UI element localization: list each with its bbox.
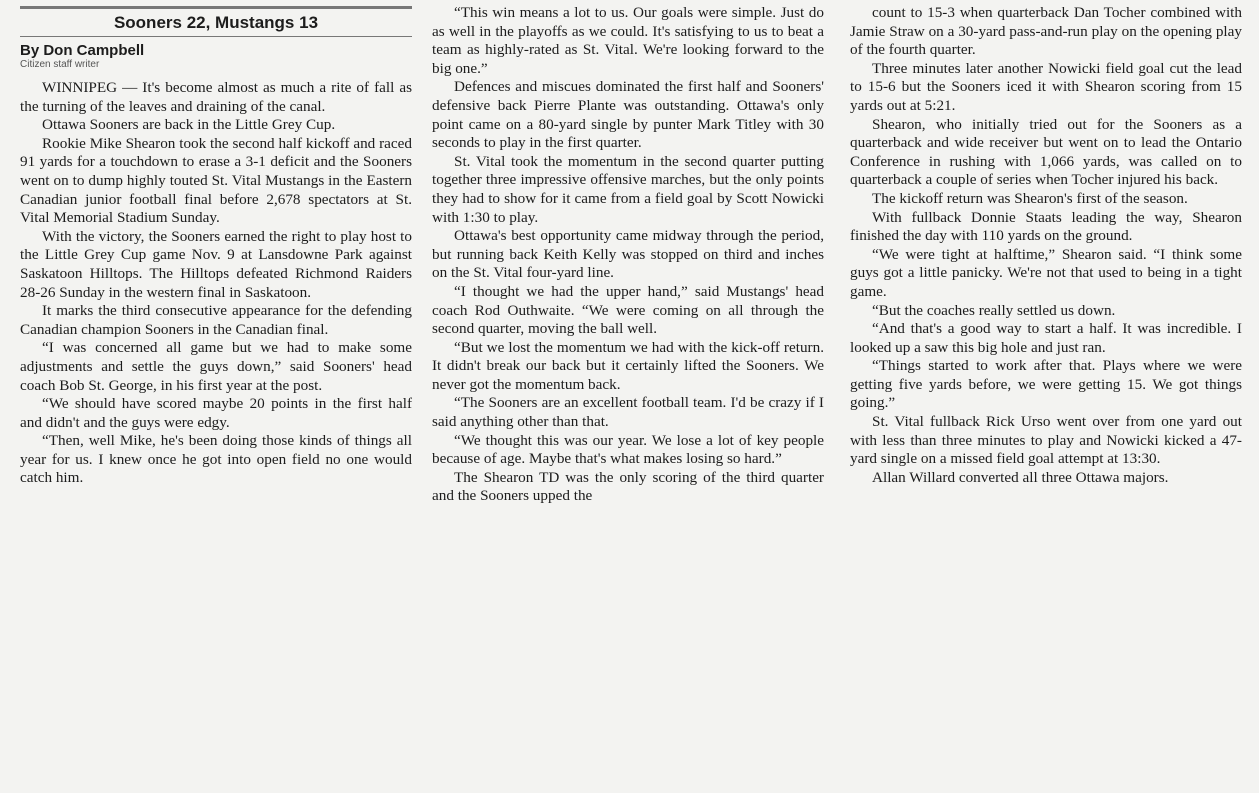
paragraph: “I was concerned all game but we had to make some adjustments and settle the guys down,” said Sooners' head coach Bob St. George, in his first year at the post. — [20, 339, 412, 394]
paragraph: Three minutes later another Nowicki field goal cut the lead to 15-6 but the Sooners iced it with Shearon scoring from 15 yards out at 5:21. — [850, 59, 1242, 114]
paragraph: With the victory, the Sooners earned the right to play host to the Little Grey Cup game Nov. 9 at Lansdowne Park against Saskatoon Hilltops. The Hilltops defeated Richmond Raiders 28-26 Sunday in the western final in Saskatoon. — [20, 227, 412, 301]
paragraph: St. Vital fullback Rick Urso went over from one yard out with less than three minutes to play and Nowicki kicked a 47-yard single on a missed field goal attempt at 13:30. — [850, 413, 1242, 468]
paragraph: “This win means a lot to us. Our goals were simple. Just do as well in the playoffs as we could. It's satisfying to us to beat a team as highly-rated as St. Vital. We're looking forward to the big one.” — [432, 4, 824, 77]
paragraph: WINNIPEG — It's become almost as much a rite of fall as the turning of the leaves and draining of the canal. — [20, 79, 412, 115]
paragraph: Allan Willard converted all three Ottawa majors. — [872, 468, 1169, 486]
paragraph: Defences and miscues dominated the first half and Sooners' defensive back Pierre Plante was outstanding. Ottawa's only point came on a 80-yard single by punter Mark Titley with 30 seconds to play in the first quarter. — [432, 78, 824, 152]
top-rule — [20, 6, 412, 9]
byline: By Don Campbell — [20, 42, 145, 59]
staff-line: Citizen staff writer — [20, 59, 100, 70]
paragraph: The kickoff return was Shearon's first of the season. — [872, 189, 1188, 207]
paragraph: It marks the third consecutive appearance for the defending Canadian champion Sooners in the Canadian final. — [20, 302, 412, 338]
paragraph: St. Vital took the momentum in the second quarter putting together three impressive offensive marches, but the only points they had to show for it came from a field goal by Scott Nowicki with 1:30 to play. — [432, 152, 824, 226]
article-column-2 — [432, 4, 824, 793]
paragraph: Ottawa Sooners are back in the Little Grey Cup. — [42, 116, 336, 134]
paragraph: count to 15-3 when quarterback Dan Tocher combined with Jamie Straw on a 30-yard pass-and-run play on the opening play of the fourth quarter. — [850, 4, 1242, 59]
paragraph: “And that's a good way to start a half. It was incredible. I looked up a saw this big hole and just ran. — [850, 320, 1242, 356]
paragraph: “We thought this was our year. We lose a lot of key people because of age. Maybe that's what makes losing so hard.” — [432, 431, 824, 468]
paragraph: “But the coaches really settled us down. — [872, 301, 1116, 319]
paragraph: “But we lost the momentum we had with the kick-off return. It didn't break our back but it certainly lifted the Sooners. We never got the momentum back. — [432, 338, 824, 393]
paragraph: Ottawa's best opportunity came midway through the period, but running back Keith Kelly was stopped on third and inches on the St. Vital four-yard line. — [432, 227, 824, 282]
headline-rule — [20, 36, 412, 37]
paragraph: “Things started to work after that. Plays where we were getting five yards before, we were getting 15. We got things going.” — [850, 357, 1242, 412]
paragraph: “We were tight at halftime,” Shearon said. “I think some guys got a little panicky. We're not that used to being in a tight game. — [850, 245, 1242, 300]
paragraph: Rookie Mike Shearon took the second half kickoff and raced 91 yards for a touchdown to erase a 3-1 deficit and the Sooners went on to dump highly touted St. Vital Mustangs in the Eastern Canadian junior football final before 2,678 spectators at St. Vital Memorial Stadium Sunday. — [20, 134, 412, 227]
article-column-3 — [850, 4, 1242, 793]
paragraph: “The Sooners are an excellent football team. I'd be crazy if I said anything other than that. — [432, 394, 824, 431]
paragraph: Shearon, who initially tried out for the Sooners as a quarterback and wide receiver but went on to lead the Ontario Conference in rushing with 1,066 yards, was called on to quarterback a couple of series when Tocher injured his back. — [850, 115, 1242, 189]
article-column-1 — [20, 0, 412, 789]
headline: Sooners 22, Mustangs 13 — [113, 13, 319, 32]
paragraph: “I thought we had the upper hand,” said Mustangs' head coach Rod Outhwaite. “We were coming on all through the second quarter, moving the ball well. — [432, 282, 824, 338]
paragraph: The Shearon TD was the only scoring of the third quarter and the Sooners upped the — [432, 468, 824, 505]
paragraph: “Then, well Mike, he's been doing those kinds of things all year for us. I knew once he got into open field no one would catch him. — [20, 432, 412, 487]
paragraph: “We should have scored maybe 20 points in the first half and didn't and the guys were edgy. — [20, 395, 412, 431]
paragraph: With fullback Donnie Staats leading the way, Shearon finished the day with 110 yards on the ground. — [850, 208, 1242, 245]
